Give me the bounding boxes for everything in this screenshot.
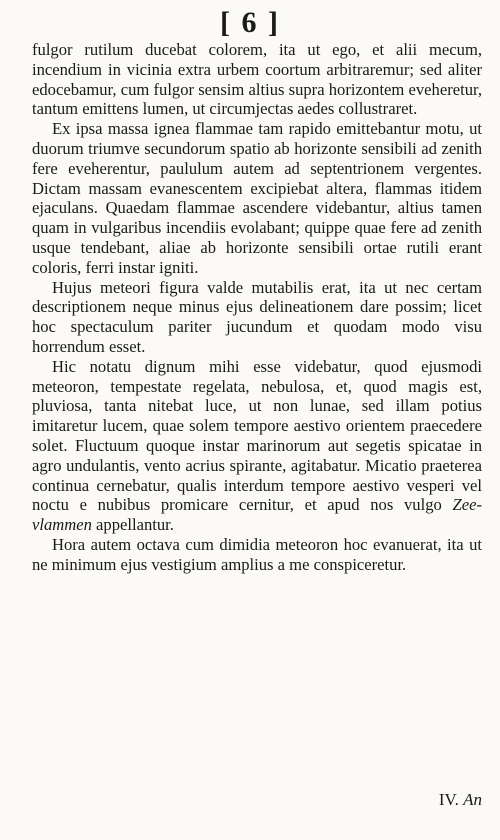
paragraph-4-tail: appellantur. [91,515,174,535]
catchword-italic: An [463,790,482,809]
paragraph-4-text: Hic notatu dignum mihi esse videbatur, quod ejusmodi meteoron, tempestate regelata, nebulosa, et, quod magis est, pluviosa, tanta nitebat luce, ut non lunae, sed illam potius imitaretur lucem, quae solem tempore aestivo orientem praecedere solet. Fluctuum quoque instar marinorum aut segetis spicatae in agro undulantis, vento acrius spirante, agitabatur. Micatio praeterea continua cernebatur, qualis interdum tempore aestivo vesperi vel noctu e nubibus promicare cernitur, et apud nos vulgo [32,356,482,515]
paragraph-4-italic: Zee-vlammen [32,495,482,535]
paragraph-1: fulgor rutilum ducebat colorem, ita ut ego, et alii mecum, incendium in vicinia extra urbem coortum arbitraremur; sed aliter edocebamur, cum fulgor sensim altius supra horizontem eveheretur, tantum emittens lumen, ut circumjectas aedes collustraret. [32,40,482,119]
paragraph-3: Hujus meteori figura valde mutabilis erat, ita ut nec certam descriptionem neque minus ejus delineationem dare possim; licet hoc spectaculum pariter jucundum et quodam modo visu horrendum esset. [32,277,482,356]
paragraph-4 [32,357,482,535]
catchword-prefix: IV. [438,790,459,809]
page-number: [ 6 ] [220,6,280,39]
body-text [32,40,482,575]
paragraph-5: Hora autem octava cum dimidia meteoron hoc evanuerat, ita ut ne minimum ejus vestigium amplius a me conspiceretur. [32,534,482,574]
paragraph-2: Ex ipsa massa ignea flammae tam rapido emittebantur motu, ut duorum triumve secundorum spatio ab horizonte sensibili ad zenith fere eveherentur, paululum autem ad septentrionem vergentes. Dictam massam evanescentem excipiebat altera, flammas itidem ejaculans. Quaedam flammae ascendere videbantur, altius tamen quam in vulgaribus incendiis evolabant; quippe quae fere ad zenith usque tendebant, aliae ab horizonte sensibili ortae rutili erant coloris, ferri instar igniti. [32,119,482,277]
catchword [439,790,482,810]
